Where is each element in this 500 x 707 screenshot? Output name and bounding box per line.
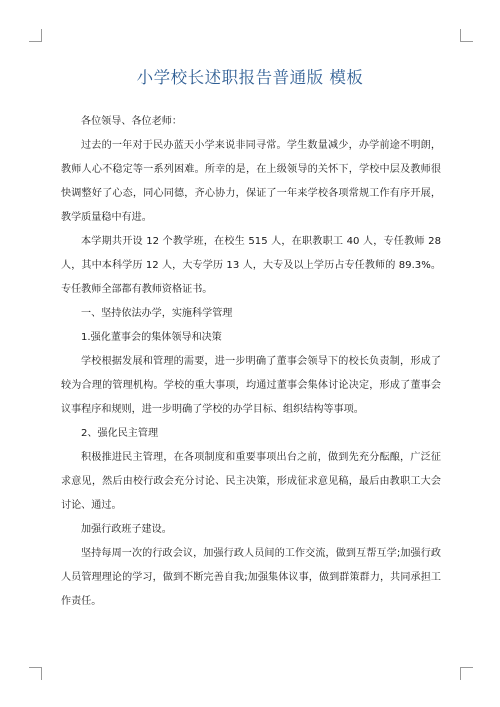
paragraph-statistics: 本学期共开设 12 个教学班，在校生 515 人，在职教职工 40 人，专任教师 28 人，其中本科学历 12 人，大专学历 13 人，大专及以上学历占专任教师的 89.3%。专任教师全部都有教师资格证书。 [61,236,441,295]
paragraph-intro: 过去的一年对于民办蓝天小学来说非同寻常。学生数量减少，办学前途不明朗，教师人心不稳定等一系列困难。所幸的是，在上级领导的关怀下，学校中层及教师很快调整好了心态，同心同德，齐心协力，保证了一年来学校各项常规工作有序开展，教学质量稳中有进。 [61,140,441,223]
salutation: 各位领导、各位老师： [81,116,182,127]
crop-mark-top-left [29,29,42,42]
crop-mark-bottom-right [460,667,473,680]
document-body [61,110,441,614]
subheading-2: 2、强化民主管理 [81,428,159,439]
paragraph-admin-meetings: 坚持每周一次的行政会议，加强行政人员间的工作交流，做到互帮互学;加强行政人员管理理论的学习，做到不断完善自我;加强集体议事，做到群策群力，共同承担工作责任。 [61,548,441,607]
paragraph-admin-team: 加强行政班子建设。 [81,524,172,535]
section-heading-1: 一、坚持依法办学，实施科学管理 [81,308,233,319]
paragraph-board: 学校根据发展和管理的需要，进一步明确了董事会领导下的校长负责制，形成了较为合理的管理机构。学校的重大事项，均通过董事会集体讨论决定，形成了董事会议事程序和规则，进一步明确了学校的办学目标、组织结构等事项。 [61,356,441,415]
crop-mark-bottom-left [29,667,42,680]
subheading-1: 1.强化董事会的集体领导和决策 [81,332,222,343]
document-title: 小学校长述职报告普通版 模板 [136,68,364,87]
paragraph-democracy: 积极推进民主管理，在各项制度和重要事项出台之前，做到先充分酝酿，广泛征求意见，然后由校行政会充分讨论、民主决策，形成征求意见稿，最后由教职工大会讨论、通过。 [61,452,441,511]
crop-mark-top-right [460,29,473,42]
